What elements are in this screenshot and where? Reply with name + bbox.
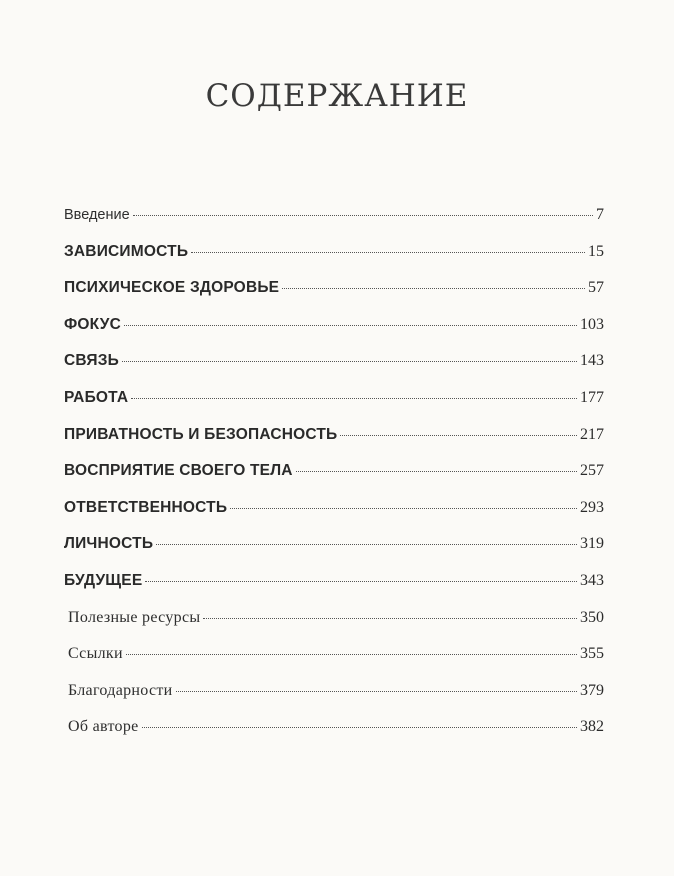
toc-entry — [64, 279, 604, 316]
toc-entry — [64, 645, 604, 682]
toc-entry-label: БУДУЩЕЕ — [64, 571, 143, 589]
toc-entry-page-number: 7 — [596, 206, 604, 223]
toc-entry-page-number: 350 — [580, 608, 604, 626]
dot-leader — [122, 361, 577, 362]
dot-leader — [230, 508, 577, 509]
toc-entry-page-number: 343 — [580, 571, 604, 589]
toc-entry — [64, 609, 604, 646]
toc-entry-label: Введение — [64, 207, 130, 223]
dot-leader — [176, 691, 577, 692]
table-of-contents — [64, 206, 604, 755]
toc-entry — [64, 535, 604, 572]
toc-entry-label: ПСИХИЧЕСКОЕ ЗДОРОВЬЕ — [64, 279, 280, 297]
dot-leader — [131, 398, 577, 399]
toc-entry — [64, 718, 604, 755]
toc-entry-label: ПРИВАТНОСТЬ И БЕЗОПАСНОСТЬ — [64, 425, 338, 443]
toc-entry — [64, 572, 604, 609]
toc-entry-page-number: 382 — [580, 718, 604, 736]
toc-entry-page-number: 379 — [580, 681, 604, 699]
dot-leader — [133, 215, 593, 216]
toc-entry-page-number: 103 — [580, 315, 604, 333]
toc-entry — [64, 352, 604, 389]
dot-leader — [124, 325, 577, 326]
toc-entry-label: СВЯЗЬ — [64, 352, 119, 370]
toc-entry — [64, 462, 604, 499]
toc-entry — [64, 499, 604, 536]
toc-entry — [64, 316, 604, 353]
toc-entry-label: ОТВЕТСТВЕННОСТЬ — [64, 498, 228, 516]
toc-entry-label: Об авторе — [68, 718, 139, 736]
dot-leader — [145, 581, 577, 582]
toc-entry-label: ЗАВИСИМОСТЬ — [64, 242, 189, 260]
toc-entry-label: ЛИЧНОСТЬ — [64, 535, 154, 553]
toc-entry-page-number: 15 — [588, 242, 604, 260]
toc-entry-page-number: 177 — [580, 388, 604, 406]
toc-entry-label: ВОСПРИЯТИЕ СВОЕГО ТЕЛА — [64, 462, 293, 480]
toc-entry — [64, 682, 604, 719]
toc-entry-label: ФОКУС — [64, 315, 121, 333]
dot-leader — [282, 288, 585, 289]
dot-leader — [142, 727, 577, 728]
dot-leader — [296, 471, 577, 472]
toc-entry-page-number: 355 — [580, 645, 604, 663]
toc-entry — [64, 389, 604, 426]
toc-entry-page-number: 57 — [588, 279, 604, 297]
dot-leader — [126, 654, 577, 655]
toc-entry — [64, 206, 604, 243]
toc-entry — [64, 426, 604, 463]
toc-entry-label: РАБОТА — [64, 388, 129, 406]
toc-entry — [64, 243, 604, 280]
toc-entry-page-number: 319 — [580, 535, 604, 553]
toc-entry-page-number: 293 — [580, 498, 604, 516]
toc-entry-label: Благодарности — [68, 681, 173, 699]
dot-leader — [156, 544, 577, 545]
dot-leader — [340, 435, 577, 436]
toc-entry-label: Ссылки — [68, 645, 123, 663]
toc-entry-page-number: 257 — [580, 462, 604, 480]
toc-entry-page-number: 143 — [580, 352, 604, 370]
toc-entry-page-number: 217 — [580, 425, 604, 443]
page-title: СОДЕРЖАНИЕ — [205, 78, 469, 114]
dot-leader — [203, 618, 577, 619]
toc-entry-label: Полезные ресурсы — [68, 608, 201, 626]
dot-leader — [191, 252, 585, 253]
